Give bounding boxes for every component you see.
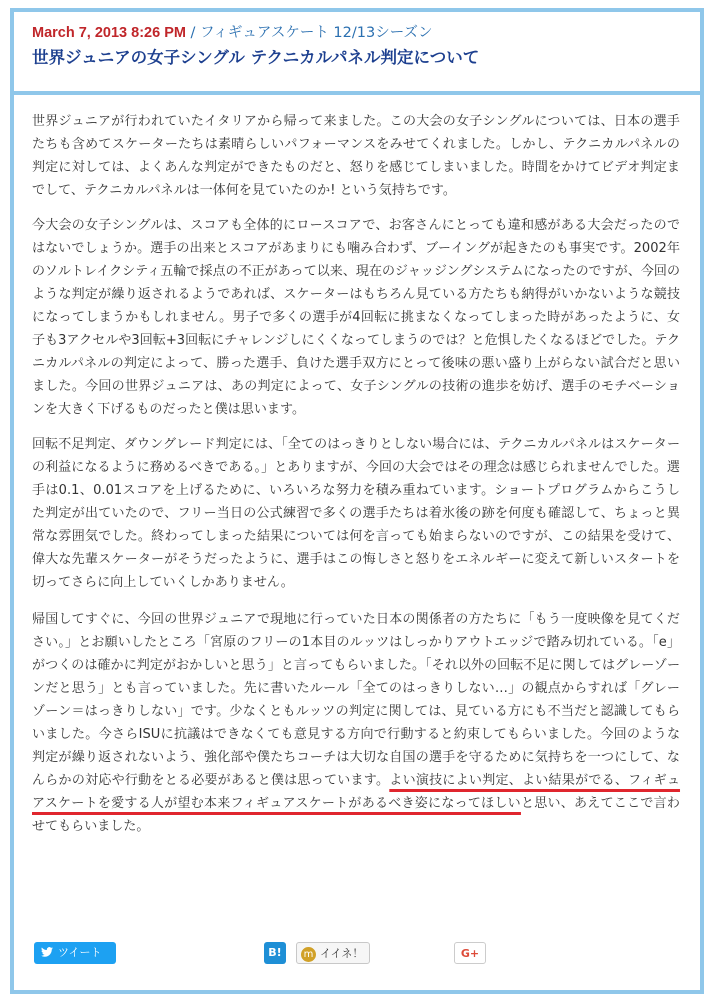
meta-separator: / bbox=[185, 25, 201, 41]
google-plus-button[interactable]: G+ bbox=[454, 942, 486, 964]
paragraph-4-ending: と思い、あえてここで言わせてもらいました。 bbox=[32, 796, 680, 834]
paragraph-3: 回転不足判定、ダウングレード判定には、「全てのはっきりとしない場合には、テクニカルパネルはスケーターの利益になるように務めるべきである。」とありますが、今回の大会ではその理念は感じられませんでした。選手は0.1、0.01スコアを上げるために、いろいろな努力を積み重ねています。ショートプログラムからこうした判定が出ていたので、フリー当日の公式練習で多くの選手たちは着氷後の跡を何度も確認して、ちょっと異常な雰囲気でした。終わってしまった結果については何を言っても始まらないのですが、この結果を受けて、偉大な先輩スケーターがそうだったように、選手はこの悔しさと怒りをエネルギーに変えて新しいスタートを切ってさらに向上していくしかありません。 bbox=[32, 437, 680, 590]
tweet-label: ツイート bbox=[58, 946, 102, 959]
tweet-button[interactable] bbox=[34, 942, 116, 964]
share-buttons bbox=[34, 942, 664, 966]
paragraph-4 bbox=[32, 608, 680, 838]
paragraph-2: 今大会の女子シングルは、スコアも全体的にロースコアで、お客さんにとっても違和感がある大会だったのではないでしょうか。選手の出来とスコアがあまりにも噛み合わず、ブーイングが起きたのも事実です。2002年のソルトレイクシティ五輪で採点の不正があって以来、現在のジャッジングシステムになったのですが、今回のような判定が繰り返されるようであれば、スケーターはもちろん見ている方たちも納得がいかないような競技になってしまうかもしれません。男子で多くの選手が4回転に挑まなくなってしまった時があったように、女子も3アクセルや3回転+3回転にチャレンジしにくくなってしまうのでは？と危惧したくなるほどでした。テクニカルパネルの判定によって、勝った選手、負けた選手双方にとって後味の悪い盛り上がらない試合だと思いました。今回の世界ジュニアは、あの判定によって、女子シングルの技術の進歩を妨げ、選手のモチベーションを大きく下げるものだったと僕は思います。 bbox=[32, 218, 681, 417]
article-frame bbox=[10, 8, 704, 994]
paragraph-1: 世界ジュニアが行われていたイタリアから帰って来ました。この大会の女子シングルについては、日本の選手たちも含めてスケーターたちは素晴らしいパフォーマンスをみせてくれました。しかし、テクニカルパネルの判定に対しては、よくあんな判定ができたものだと、怒りを感じてしまいました。時間をかけてビデオ判定までして、テクニカルパネルは一体何を見ていたのか! という気持ちです。 bbox=[32, 114, 680, 198]
hatena-bookmark-button[interactable]: B! bbox=[264, 942, 286, 964]
twitter-bird-icon bbox=[40, 942, 54, 964]
article-header bbox=[32, 24, 690, 69]
article-title[interactable]: 世界ジュニアの女子シングル テクニカルパネル判定について bbox=[32, 48, 480, 67]
header-divider bbox=[14, 91, 700, 95]
article-body bbox=[32, 110, 680, 850]
mixi-like-button[interactable] bbox=[296, 942, 370, 964]
category-link[interactable]: フィギュアスケート 12/13シーズン bbox=[200, 25, 433, 41]
paragraph-4-text: 帰国してすぐに、今回の世界ジュニアで現地に行っていた日本の関係者の方たちに「もう一度映像を見てください。」とお願いしたところ「宮原のフリーの1本目のルッツはしっかりアウトエッジで踏み切れている。「e」がつくのは確かに判定がおかしいと思う」と言ってもらいました。「それ以外の回転不足に関してはグレーゾーンだと思う」とも言っていました。先に書いたルール「全てのはっきりしない…」の観点からすれば「グレーゾーン＝はっきりしない」です。少なくともルッツの判定に関しては、見ている方にも不当だと認識してもらいました。今さらISUに抗議はできなくても意見する方向で行動すると約束してもらいました。今回のような判定が繰り返されないよう、強化部や僕たちコーチは大切な自国の選手を守るために気持ちを一つにして、なんらかの対応や行動をとる必要があると僕は思っています。 bbox=[32, 612, 680, 788]
mixi-like-label: イイネ！ bbox=[320, 947, 364, 960]
post-meta bbox=[32, 24, 690, 42]
highlighted-statement: よい演技によい判定、よい結果がでる、フィギュアスケートを愛する人が望む本来フィギュアスケートがあるべき姿になってほしい bbox=[32, 773, 681, 811]
post-date: March 7, 2013 8:26 PM bbox=[32, 25, 186, 41]
mixi-icon: m bbox=[301, 947, 316, 962]
